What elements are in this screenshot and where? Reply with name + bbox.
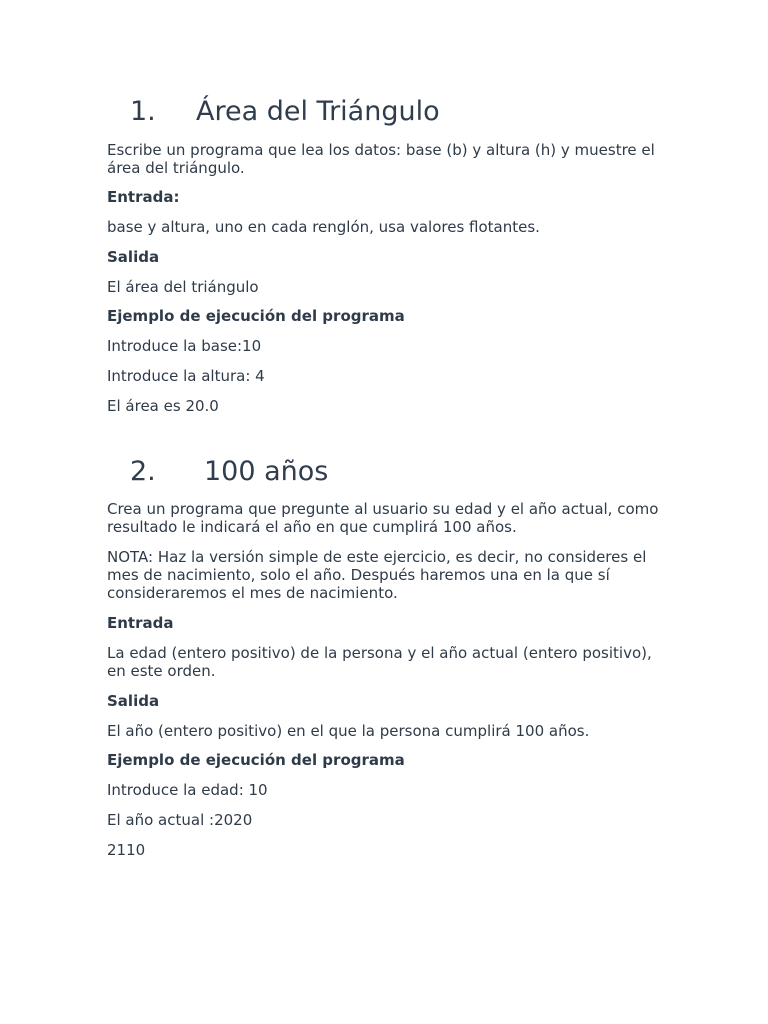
- section-1-number: 1.: [130, 96, 156, 127]
- section-1-example-line: Introduce la altura: 4: [107, 367, 265, 385]
- section-1-heading: [130, 96, 530, 130]
- section-2-number: 2.: [130, 456, 156, 487]
- section-1-example-line: El área es 20.0: [107, 397, 219, 415]
- section-2-output-text: El año (entero positivo) en el que la persona cumplirá 100 años.: [107, 722, 590, 740]
- section-1-description: Escribe un programa que lea los datos: base (b) y altura (h) y muestre el área del triángulo.: [107, 141, 655, 177]
- section-2-title: 100 años: [204, 456, 329, 487]
- section-1-output-text: El área del triángulo: [107, 278, 259, 296]
- section-2-input-label: Entrada: [107, 614, 174, 632]
- section-1-input-label: Entrada:: [107, 188, 180, 206]
- section-1-example-line: Introduce la base:10: [107, 337, 262, 355]
- section-2-heading: [130, 456, 530, 490]
- section-2-description: Crea un programa que pregunte al usuario su edad y el año actual, como resultado le indicará el año en que cumplirá 100 años.: [107, 500, 659, 536]
- section-2-example-line: Introduce la edad: 10: [107, 781, 268, 799]
- section-2-input-text: La edad (entero positivo) de la persona y el año actual (entero positivo), en este orden.: [107, 644, 652, 680]
- section-1-output-label: Salida: [107, 248, 160, 266]
- section-1-input-text: base y altura, uno en cada renglón, usa valores flotantes.: [107, 218, 540, 236]
- section-1-title: Área del Triángulo: [196, 96, 440, 127]
- section-1-example-label: Ejemplo de ejecución del programa: [107, 307, 405, 325]
- section-2-output-label: Salida: [107, 692, 160, 710]
- section-2-example-line: El año actual :2020: [107, 811, 253, 829]
- section-2-example-line: 2110: [107, 841, 146, 859]
- section-2-example-label: Ejemplo de ejecución del programa: [107, 751, 405, 769]
- section-2-note: NOTA: Haz la versión simple de este ejercicio, es decir, no consideres el mes de nacimiento, solo el año. Después haremos una en la que sí consideraremos el mes de nacimiento.: [107, 548, 647, 602]
